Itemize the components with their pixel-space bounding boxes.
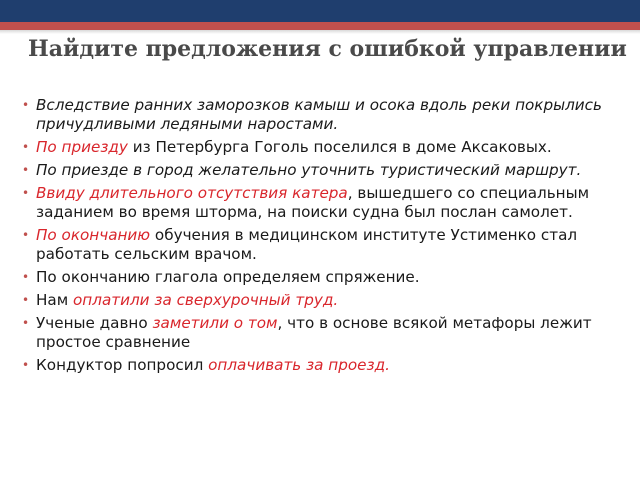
bullet-dot-icon: •	[22, 358, 30, 372]
bullet-dot-icon: •	[22, 163, 30, 177]
sentence-text: из Петербурга Гоголь поселился в доме Аксаковых.	[127, 138, 552, 156]
list-item	[22, 226, 622, 264]
error-phrase: По приезду	[36, 138, 128, 156]
list-item	[22, 184, 622, 222]
header-shadow	[0, 30, 640, 34]
error-phrase: По окончанию	[36, 226, 151, 244]
list-item	[22, 356, 622, 375]
header-accent-stripe	[0, 22, 640, 30]
list-item	[22, 291, 622, 310]
sentence-text: Вследствие ранних заморозков камыш и осока вдоль реки покрылись причудливыми ледяными наростами.	[36, 96, 602, 133]
sentence-list	[22, 96, 622, 379]
sentence-text: , вышедшего со специальным заданием во время шторма, на поиски судна был послан самолет.	[36, 184, 590, 221]
list-item	[22, 161, 622, 180]
sentence-text: Нам	[36, 291, 74, 309]
error-phrase: оплатили за сверхурочный труд.	[73, 291, 339, 309]
sentence-text: , что в основе всякой метафоры лежит простое сравнение	[36, 314, 592, 351]
bullet-dot-icon: •	[22, 140, 30, 154]
error-phrase: оплачивать за проезд.	[208, 356, 390, 374]
list-item	[22, 138, 622, 157]
bullet-dot-icon: •	[22, 98, 30, 112]
bullet-dot-icon: •	[22, 293, 30, 307]
bullet-dot-icon: •	[22, 270, 30, 284]
list-item	[22, 96, 622, 134]
sentence-text: обучения в медицинском институте Устименко стал работать сельским врачом.	[36, 226, 578, 263]
error-phrase: Ввиду длительного отсутствия катера	[36, 184, 348, 202]
sentence-text: По приезде в город желательно уточнить туристический маршрут.	[36, 161, 582, 179]
slide-title: Найдите предложения с ошибкой управлении	[28, 36, 627, 62]
header-bar	[0, 0, 640, 22]
list-item	[22, 314, 622, 352]
error-phrase: заметили о том	[152, 314, 278, 332]
bullet-dot-icon: •	[22, 186, 30, 200]
sentence-text: Кондуктор попросил	[36, 356, 209, 374]
bullet-dot-icon: •	[22, 228, 30, 242]
sentence-text: Ученые давно	[36, 314, 153, 332]
sentence-text: По окончанию глагола определяем спряжение.	[36, 268, 420, 286]
bullet-dot-icon: •	[22, 316, 30, 330]
list-item	[22, 268, 622, 287]
